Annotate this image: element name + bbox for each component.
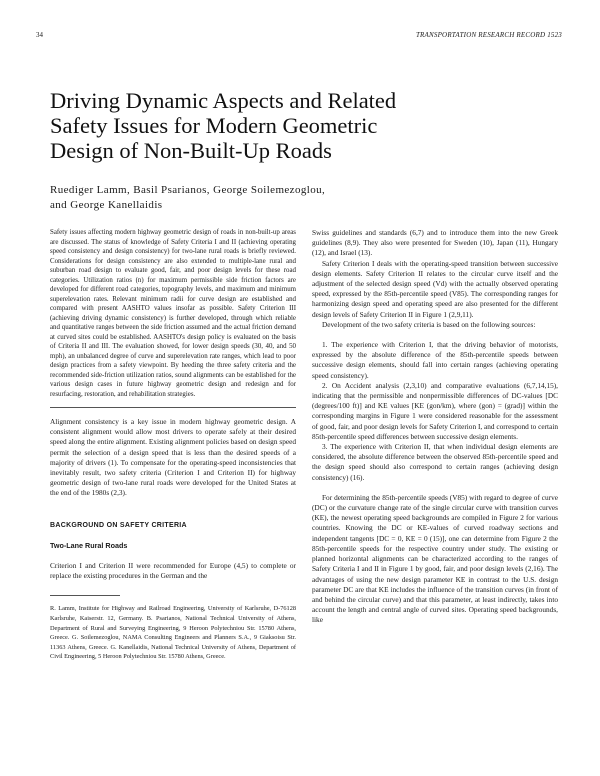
paper-title [50,88,550,163]
source-item: 2. On Accident analysis (2,3,10) and comparative evaluations (6,7,14,15), indicating that the permissible and nonpermissible differences of DC-values [DC (degrees/100 ft)] and KE values [KE (gon/km), where (gon) = (grad)] within the corresponding margins in Figure 1 were considered reasonable for the assessment of good, fair, and poor design levels for Safety Criterion I, and correspond to certain 85th-percentile speed differences between successive design elements. [312,380,558,441]
title-line: Driving Dynamic Aspects and Related [50,88,397,113]
body-paragraph: Development of the two safety criteria is based on the following sources: [322,319,536,329]
author-line: and George Kanellaidis [50,199,163,211]
author-affiliations-footnote: R. Lamm, Institute for Highway and Railroad Engineering, University of Karlsruhe, D-76128 Karlsruhe, Kaiserstr. 12, Germany. B. Psarianos, National Technical University of Athens, Department of Rural and Surveying Engineering, 9 Heroon Polytechniou Str. 15780 Athens, Greece. G. Soilemezoglou, NAMA Consulting Engineers and Planners S.A., 9 Giaksoisu Str. 11363 Athens, Greece. G. Kanellaidis, National Technical University of Athens, Department of Civil Engineering, 5 Heroon Polytechniou Str. 15780 Athens, Greece. [50,605,296,661]
author-list [50,183,550,213]
page-number: 34 [36,31,43,39]
body-paragraph: Criterion I and Criterion II were recommended for Europe (4,5) to complete or replace the existing procedures in the German and the [50,561,296,581]
section-heading: BACKGROUND ON SAFETY CRITERIA [50,521,187,529]
right-column [312,228,558,626]
body-paragraph: For determining the 85th-percentile speeds (V85) with regard to degree of curve (DC) or the curvature change rate of the single circular curve with transition curves (KE), the newest operating speed backgrounds are compiled in Figure 2 for various countries. Knowing the DC or KE-values of curved roadway sections and independent tangents [DC = 0, KE = 0 (15)], one can determine from Figure 2 the 85th-percentile speeds for the respective country under study. The existing or planned horizontal alignments can be characterized according to the ranges of Safety Criteria I and II in Figure 1 by good, fair, and poor design levels (2,16). The advantages of using the new design parameter KE in contrast to the U.S. design parameter DC are that KE includes the influence of the transition curves (in front of and behind the circular curve) and that this parameter, at least indirectly, takes into account the length and central angle of curved sites. Operating speed backgrounds, like [312,492,558,625]
left-column [50,228,296,662]
footnote-divider [50,595,120,596]
title-line: Design of Non-Built-Up Roads [50,138,332,163]
abstract-divider [50,407,296,408]
title-line: Safety Issues for Modern Geometric [50,113,378,138]
source-item: 3. The experience with Criterion II, that when individual design elements are considered, the absolute difference between the observed 85th-percentile speed and the design speed should also correspond to certain ranges (achieving design consistency) (16). [312,442,558,482]
journal-header: TRANSPORTATION RESEARCH RECORD 1523 [415,31,562,39]
abstract: Safety issues affecting modern highway geometric design of roads in non-built-up areas are discussed. The status of knowledge of Safety Criteria I and II (achieving operating speed consistency and design consistency) for two-lane rural roads is briefly reviewed. Considerations for design consistency are also extended to multiple-lane rural and suburban road design to evaluate good, fair, and poor design levels for these road categories. Utilization ratios (n) for maximum permissible side friction factors are developed for different road categories, topography levels, and maximum and minimum superelevation rates. Relevant minimum radii for curve design are established and compared with present AASHTO values insofar as possible. Safety Criterion III (achieving driving dynamic consistency) is further developed, through which reliable and quantitative ranges between the side friction assumed and the actual friction demand at curved sites could be established. AASHTO's design policy is evaluated on the basis of Criteria II and III. The evaluation showed, for lower design speeds (30, 40, and 50 mph), an unbalanced degree of curve and superelevation rate ranges, which lead to poor design practices from a safety viewpoint. By heeding the three safety criteria and the recommended side-friction utilization ratios, sound alignments can be established for the various design cases in future highway geometric design and redesign and for resurfacing, restoration, and rehabilitation strategies. [50,229,296,398]
source-item: 1. The experience with Criterion I, that the driving behavior of motorists, expressed by the absolute difference of the 85th-percentile speeds between successive design elements, should fall into certain ranges (achieving operating speed consistency). [312,340,558,380]
intro-paragraph: Alignment consistency is a key issue in modern highway geometric design. A consistent alignment would allow most drivers to operate safely at their desired speed along the entire alignment. Existing alignment policies based on design speed permit the selection of a design speed that is less than the desired speeds of a majority of drivers (1). To compensate for the operating-speed inconsistencies that inevitably result, two safety criteria (Criterion I and Criterion II) for highway geometric design of two-lane rural roads were developed for the United States at the end of the 1980s (2,3). [50,417,296,498]
author-line: Ruediger Lamm, Basil Psarianos, George Soilemezoglou, [50,184,326,196]
subsection-heading: Two-Lane Rural Roads [50,540,128,550]
body-paragraph: Safety Criterion I deals with the operating-speed transition between successive design elements. Safety Criterion II relates to the circular curve itself and the adjustment of the selected design speed (Vd) with the actually observed operating speed, expressed by the 85th-percentile speed (V85). The corresponding ranges for harmonizing design speed and operating speed are also presented for the different design levels of Safety Criterion II in Figure 1 (2,9,11). [312,258,558,319]
body-paragraph: Swiss guidelines and standards (6,7) and to introduce them into the new Greek guidelines (8,9). They also were presented for Sweden (10), Japan (11), Hungary (12), and Israel (13). [312,228,558,258]
